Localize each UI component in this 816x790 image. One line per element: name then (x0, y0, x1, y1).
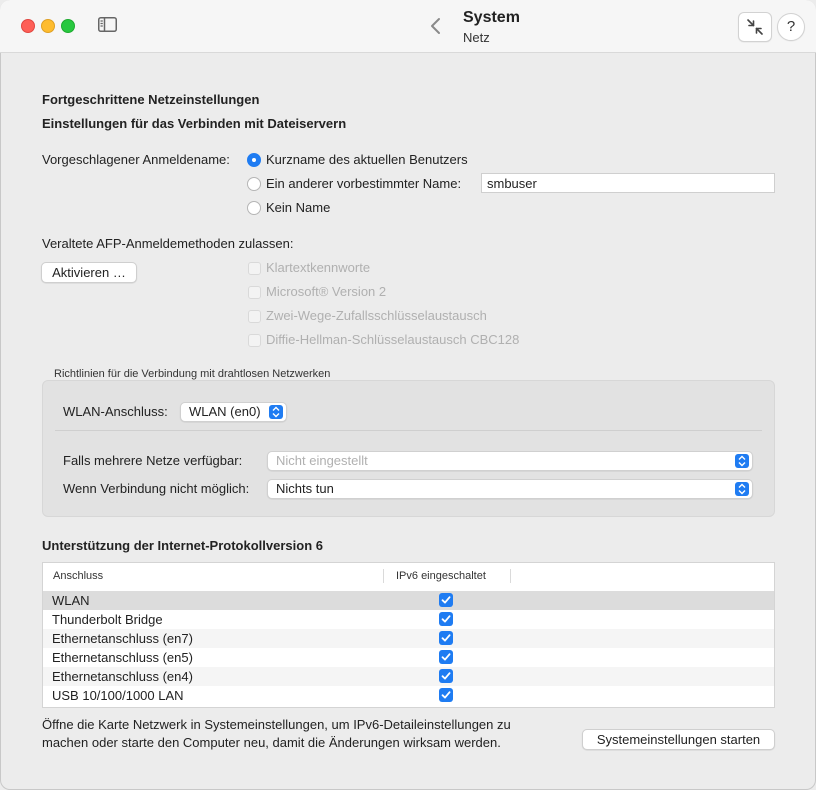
column-separator (510, 569, 511, 583)
activate-button[interactable]: Aktivieren … (41, 262, 137, 283)
table-row[interactable] (43, 686, 774, 705)
close-window-button[interactable] (21, 19, 35, 33)
window-title: System (463, 9, 520, 26)
title-bar (0, 0, 816, 53)
afp-checkbox-microsoft (248, 286, 261, 299)
radio-short-name[interactable] (247, 153, 261, 167)
column-header-port[interactable]: Anschluss (53, 570, 104, 582)
no-connection-label: Wenn Verbindung nicht möglich: (63, 481, 250, 496)
checkmark-icon (441, 595, 451, 605)
wlan-port-value: WLAN (en0) (189, 404, 261, 419)
column-separator (383, 569, 384, 583)
fileserver-heading: Einstellungen für das Verbinden mit Dateiservern (42, 116, 347, 131)
radio-predefined-name[interactable] (247, 177, 261, 191)
ipv6-enabled-checkbox[interactable] (439, 669, 453, 683)
port-name: USB 10/100/1000 LAN (52, 688, 184, 703)
afp-checkbox-diffie-hellman (248, 334, 261, 347)
login-name-label: Vorgeschlagener Anmeldename: (42, 152, 230, 167)
window-subtitle: Netz (463, 30, 490, 45)
afp-method-label: Diffie-Hellman-Schlüsselaustausch CBC128 (266, 332, 520, 347)
collapse-button[interactable] (738, 12, 772, 42)
column-header-ipv6[interactable]: IPv6 eingeschaltet (396, 570, 486, 582)
port-name: Ethernetanschluss (en7) (52, 631, 193, 646)
afp-method-label: Klartextkennworte (266, 260, 371, 275)
radio-no-name[interactable] (247, 201, 261, 215)
checkmark-icon (441, 652, 451, 662)
afp-method-label: Zwei-Wege-Zufallsschlüsselaustausch (266, 308, 487, 323)
radio-no-name-label[interactable]: Kein Name (266, 200, 331, 215)
zoom-window-button[interactable] (61, 19, 75, 33)
back-chevron-icon[interactable] (426, 15, 446, 37)
afp-checkbox-cleartext (248, 262, 261, 275)
minimize-window-button[interactable] (41, 19, 55, 33)
table-header (43, 563, 774, 592)
table-row[interactable] (43, 610, 774, 629)
predefined-name-input[interactable]: smbuser (481, 173, 775, 193)
ipv6-enabled-checkbox[interactable] (439, 612, 453, 626)
port-name: Thunderbolt Bridge (52, 612, 163, 627)
wlan-port-label: WLAN-Anschluss: (63, 404, 168, 419)
popup-stepper-icon (269, 405, 283, 419)
collapse-arrows-icon (739, 13, 771, 41)
no-connection-popup[interactable] (267, 479, 753, 499)
port-name: Ethernetanschluss (en4) (52, 669, 193, 684)
radio-short-name-label[interactable]: Kurzname des aktuellen Benutzers (266, 152, 468, 167)
sidebar-toggle-icon[interactable] (98, 17, 117, 32)
table-row[interactable] (43, 591, 774, 610)
ipv6-enabled-checkbox[interactable] (439, 650, 453, 664)
ipv6-enabled-checkbox[interactable] (439, 631, 453, 645)
checkmark-icon (441, 690, 451, 700)
popup-stepper-icon (735, 454, 749, 468)
wlan-port-popup[interactable] (180, 402, 287, 422)
afp-method-label: Microsoft® Version 2 (266, 284, 387, 299)
ipv6-footer-line-2: machen oder starte den Computer neu, damit die Änderungen wirksam werden. (42, 735, 501, 750)
ipv6-table (42, 562, 775, 708)
ipv6-footer-line-1: Öffne die Karte Netzwerk in Systemeinstellungen, um IPv6-Detaileinstellungen zu (42, 717, 511, 732)
group-divider (55, 430, 762, 431)
checkmark-icon (441, 671, 451, 681)
advanced-heading: Fortgeschrittene Netzeinstellungen (42, 92, 260, 107)
table-row[interactable] (43, 629, 774, 648)
table-row[interactable] (43, 648, 774, 667)
port-name: WLAN (52, 593, 90, 608)
multiple-networks-popup (267, 451, 753, 471)
multiple-networks-value: Nicht eingestellt (276, 453, 368, 468)
start-system-settings-button[interactable]: Systemeinstellungen starten (582, 729, 775, 750)
port-name: Ethernetanschluss (en5) (52, 650, 193, 665)
ipv6-heading: Unterstützung der Internet-Protokollversion 6 (42, 538, 323, 553)
help-button[interactable]: ? (777, 13, 805, 41)
afp-checkbox-two-way (248, 310, 261, 323)
radio-predefined-name-label[interactable]: Ein anderer vorbestimmter Name: (266, 176, 462, 191)
ipv6-enabled-checkbox[interactable] (439, 688, 453, 702)
no-connection-value: Nichts tun (276, 481, 334, 496)
checkmark-icon (441, 614, 451, 624)
popup-stepper-icon (735, 482, 749, 496)
ipv6-enabled-checkbox[interactable] (439, 593, 453, 607)
checkmark-icon (441, 633, 451, 643)
wireless-group-title: Richtlinien für die Verbindung mit drahtlosen Netzwerken (54, 368, 331, 380)
afp-label: Veraltete AFP-Anmeldemethoden zulassen: (42, 236, 294, 251)
table-row[interactable] (43, 667, 774, 686)
multiple-networks-label: Falls mehrere Netze verfügbar: (63, 453, 243, 468)
